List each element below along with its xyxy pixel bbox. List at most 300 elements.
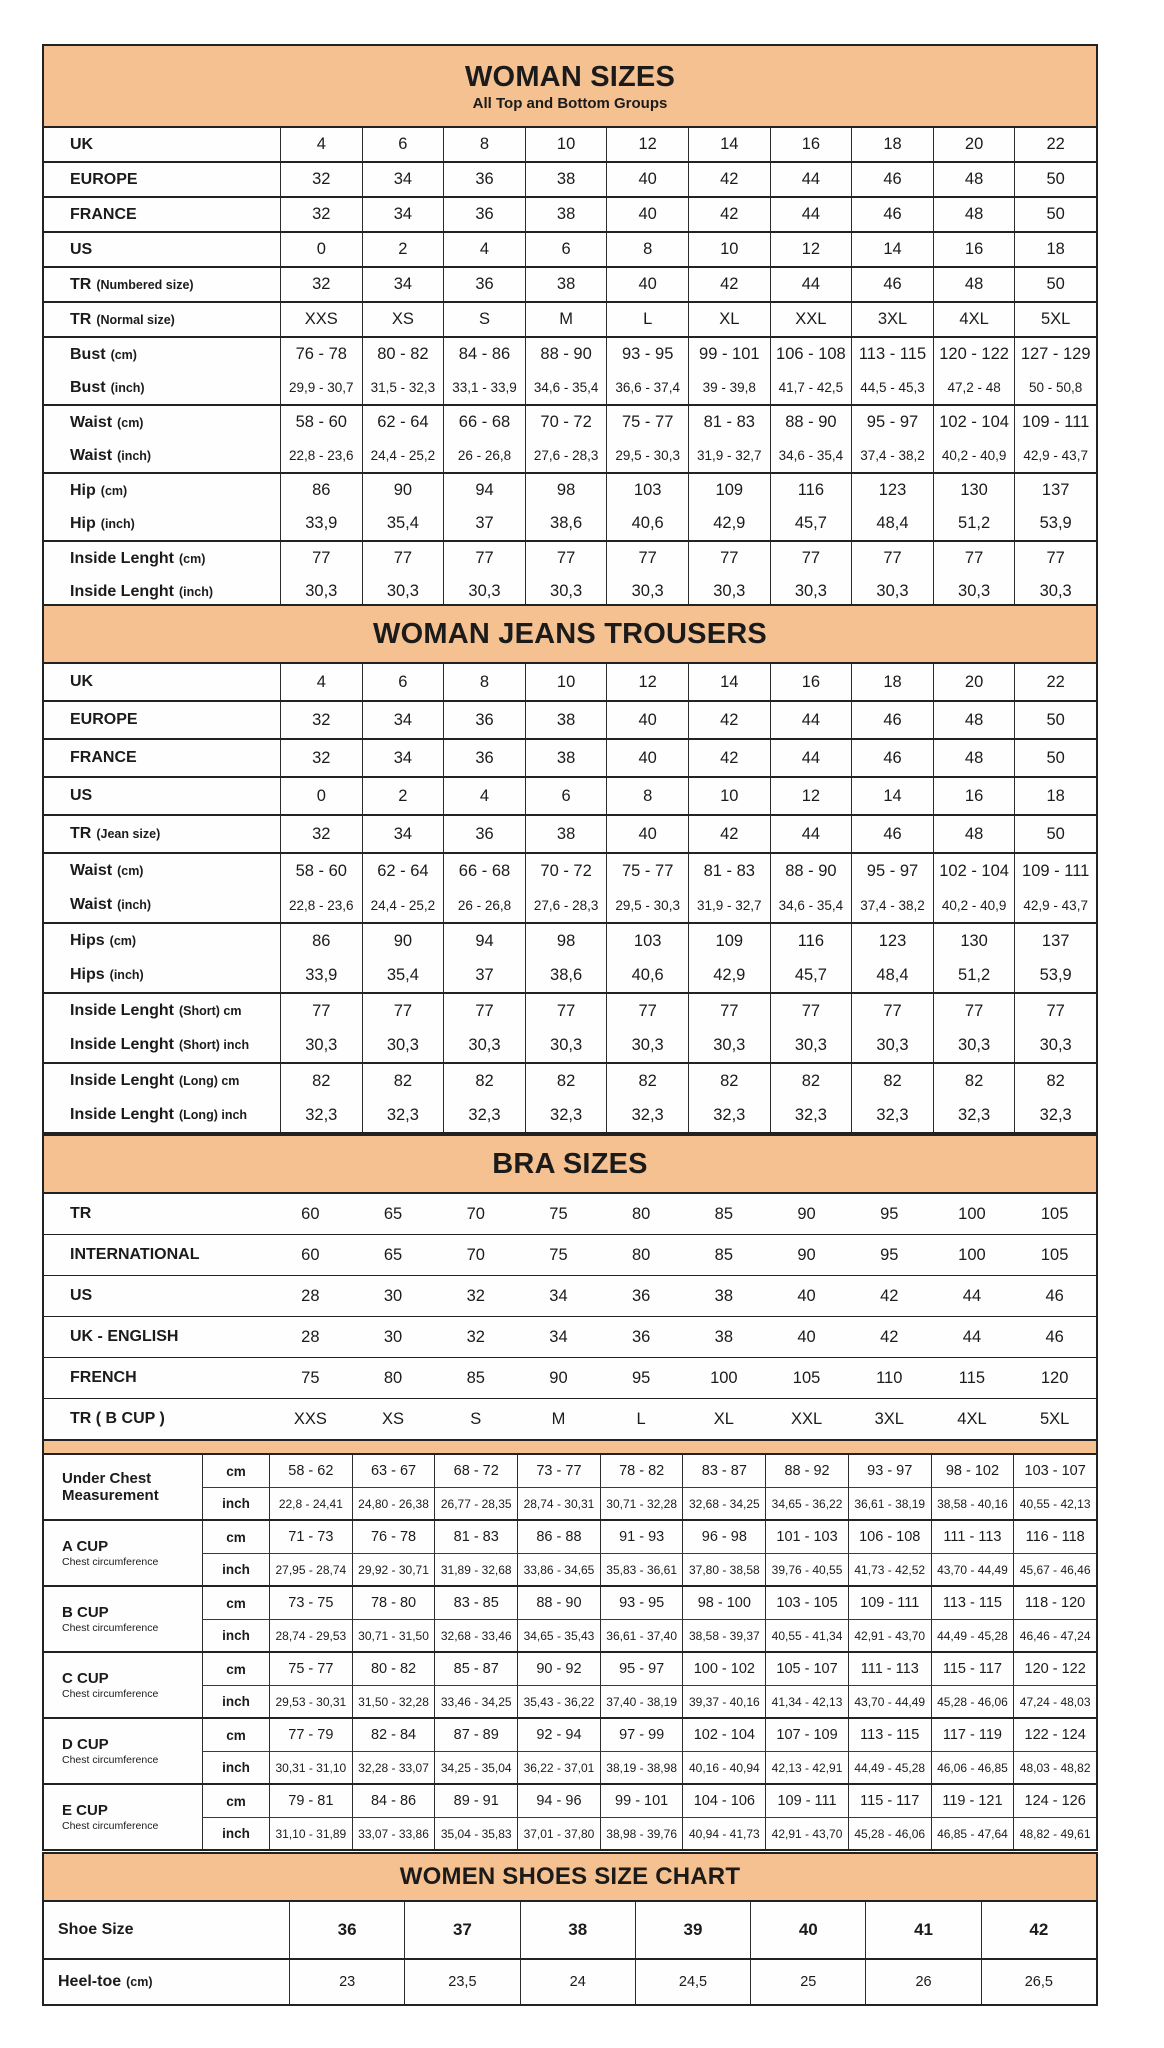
size-cell: 22,8 - 23,6 xyxy=(280,439,362,472)
size-cell: 30,3 xyxy=(443,1028,525,1062)
table-row xyxy=(44,854,1096,888)
size-cell: 6 xyxy=(362,128,444,161)
size-cell: 104 - 106 xyxy=(682,1785,765,1817)
size-cell: 85 xyxy=(714,1245,734,1264)
size-cell: 95 - 97 xyxy=(851,406,933,439)
row-label xyxy=(44,1960,289,2004)
size-cell: 44 xyxy=(770,268,852,301)
size-cell: 77 xyxy=(688,542,770,575)
size-cell: 82 xyxy=(280,1064,362,1098)
size-cell: 109 xyxy=(688,474,770,507)
size-cell: 42 xyxy=(880,1327,899,1346)
size-cell: 32,3 xyxy=(1014,1098,1096,1132)
size-cell: 18 xyxy=(851,664,933,700)
size-cell: 34,65 - 36,22 xyxy=(765,1487,848,1519)
size-cell: 130 xyxy=(933,474,1015,507)
size-cell: 105 xyxy=(1040,1245,1069,1264)
size-cell: 4 xyxy=(443,778,525,814)
size-cell: 84 - 86 xyxy=(352,1785,435,1817)
size-cell: 111 - 113 xyxy=(848,1653,931,1685)
row-label xyxy=(44,778,280,814)
cup-title: D CUP xyxy=(62,1736,109,1753)
row-group xyxy=(44,472,1096,540)
size-cell: 30 xyxy=(383,1286,403,1305)
size-cell: 123 xyxy=(851,474,933,507)
size-cell: 10 xyxy=(525,664,607,700)
size-cell: 94 - 96 xyxy=(517,1785,600,1817)
size-cell: 34,6 - 35,4 xyxy=(525,371,607,404)
size-cell: 27,6 - 28,3 xyxy=(525,888,607,922)
row-label xyxy=(44,816,280,852)
row-label xyxy=(44,268,280,301)
size-cell: 82 xyxy=(770,1064,852,1098)
row-group xyxy=(44,664,1096,700)
size-cell: 38 xyxy=(520,1902,635,1958)
cup-subtitle: Chest circumference xyxy=(62,1820,159,1832)
size-cell: 22 xyxy=(1014,128,1096,161)
size-cell: 50 xyxy=(1014,268,1096,301)
size-cell: 46,85 - 47,64 xyxy=(931,1817,1014,1849)
size-cell: 110 xyxy=(876,1368,903,1387)
row-label xyxy=(44,1194,269,1234)
size-cell: 82 xyxy=(525,1064,607,1098)
size-cell: 51,2 xyxy=(933,958,1015,992)
size-cell: 113 - 115 xyxy=(931,1587,1014,1619)
size-cell: 32 xyxy=(466,1327,485,1346)
size-cell: 53,9 xyxy=(1014,507,1096,540)
size-cell: 109 - 111 xyxy=(848,1587,931,1619)
table-body xyxy=(44,664,1096,1132)
size-cell: 75 - 77 xyxy=(269,1653,352,1685)
row-label xyxy=(44,198,280,231)
size-cell: 105 xyxy=(1040,1204,1069,1223)
size-cell: 34 xyxy=(362,702,444,738)
size-cell: 32 xyxy=(466,1286,485,1305)
size-cell: 30,3 xyxy=(688,1028,770,1062)
size-cell: 40 xyxy=(797,1327,816,1346)
row-label xyxy=(44,1521,202,1585)
size-cell: 46 xyxy=(1045,1286,1064,1305)
row-group xyxy=(44,814,1096,852)
size-cell: 99 - 101 xyxy=(600,1785,683,1817)
size-cell: 50 xyxy=(1014,198,1096,231)
size-cell: 51,2 xyxy=(933,507,1015,540)
table-row xyxy=(44,664,1096,700)
row-label-text: Bust xyxy=(70,345,106,363)
size-cell: 82 xyxy=(443,1064,525,1098)
size-cell: 34 xyxy=(362,816,444,852)
size-cell: 30,3 xyxy=(443,575,525,608)
size-cell: 38,6 xyxy=(525,958,607,992)
size-cell: 39,37 - 40,16 xyxy=(682,1685,765,1717)
size-cell: 24,80 - 26,38 xyxy=(352,1487,435,1519)
size-cell: 36 xyxy=(443,816,525,852)
size-cell: 14 xyxy=(688,664,770,700)
size-cell: 36 xyxy=(443,198,525,231)
size-cell: 116 - 118 xyxy=(1013,1521,1096,1553)
size-cell: 29,53 - 30,31 xyxy=(269,1685,352,1717)
table-title: WOMAN SIZES xyxy=(464,60,676,93)
size-cell: 119 - 121 xyxy=(931,1785,1014,1817)
size-cell: 18 xyxy=(851,128,933,161)
size-cell: 81 - 83 xyxy=(688,854,770,888)
row-label xyxy=(44,1399,269,1439)
size-cell: 42 xyxy=(880,1286,899,1305)
row-label-text: Inside Lenght xyxy=(70,549,174,567)
size-cell: 40 xyxy=(606,740,688,776)
size-cell: 42 xyxy=(688,816,770,852)
size-cell: 31,9 - 32,7 xyxy=(688,439,770,472)
size-cell: 95 - 97 xyxy=(851,854,933,888)
size-cell: 45,67 - 46,46 xyxy=(1013,1553,1096,1585)
row-label-text: Hip xyxy=(70,514,96,532)
size-cell: 48 xyxy=(933,163,1015,196)
size-cell: 32,3 xyxy=(606,1098,688,1132)
cup-row-group xyxy=(44,1453,1096,1519)
row-label xyxy=(44,1317,269,1357)
size-cell: 36,61 - 38,19 xyxy=(848,1487,931,1519)
size-cell: 44,5 - 45,3 xyxy=(851,371,933,404)
row-label-note: (inch) xyxy=(100,516,135,531)
size-cell: 103 - 105 xyxy=(765,1587,848,1619)
size-cell: 70 - 72 xyxy=(525,854,607,888)
size-cell: 26 xyxy=(865,1960,980,2004)
size-cell: 77 xyxy=(770,994,852,1028)
size-cell: 33,07 - 33,86 xyxy=(352,1817,435,1849)
unit-label: cm xyxy=(202,1455,269,1487)
row-label-text: FRANCE xyxy=(70,749,137,766)
row-label xyxy=(44,958,280,992)
size-cell: 77 xyxy=(770,542,852,575)
row-label-note: (Short) cm xyxy=(179,1004,242,1018)
bra-sizes-table xyxy=(42,1134,1098,1851)
cup-title: Under Chest Measurement xyxy=(62,1470,159,1504)
size-cell: 46 xyxy=(851,740,933,776)
size-cell: 58 - 60 xyxy=(280,406,362,439)
size-cell: 40,55 - 41,34 xyxy=(765,1619,848,1651)
size-cell: 42,9 xyxy=(688,507,770,540)
row-label-text: Waist xyxy=(70,413,113,431)
cup-title: B CUP xyxy=(62,1604,109,1621)
row-label-text: Waist xyxy=(70,862,113,879)
table-row xyxy=(44,778,1096,814)
table-row xyxy=(44,303,1096,336)
size-cell: 97 - 99 xyxy=(600,1719,683,1751)
table-row xyxy=(44,702,1096,738)
size-cell: 32 xyxy=(280,816,362,852)
row-label xyxy=(44,854,280,888)
size-cell: 93 - 97 xyxy=(848,1455,931,1487)
size-cell: 50 xyxy=(1014,740,1096,776)
cup-row-group xyxy=(44,1651,1096,1717)
size-cell: 103 xyxy=(606,474,688,507)
size-cell: 32,3 xyxy=(525,1098,607,1132)
size-cell: 88 - 90 xyxy=(525,338,607,371)
row-label-text: US xyxy=(70,1287,93,1304)
table-row xyxy=(44,198,1096,231)
size-cell: 127 - 129 xyxy=(1014,338,1096,371)
row-group xyxy=(44,128,1096,161)
size-cell: 38 xyxy=(714,1286,734,1305)
size-cell: 92 - 94 xyxy=(517,1719,600,1751)
size-cell: 24,5 xyxy=(635,1960,750,2004)
size-cell: 90 xyxy=(797,1204,816,1223)
row-label-note: (inch) xyxy=(117,898,152,912)
size-cell: 35,43 - 36,22 xyxy=(517,1685,600,1717)
size-cell: 44 xyxy=(770,163,852,196)
cup-row-group xyxy=(44,1519,1096,1585)
row-label-note: (Short) inch xyxy=(179,1038,250,1052)
row-group xyxy=(44,1062,1096,1132)
size-cell: 6 xyxy=(525,233,607,266)
size-cell: 23,5 xyxy=(404,1960,519,2004)
size-cell: 41 xyxy=(865,1902,980,1958)
row-label-note: (Jean size) xyxy=(96,827,161,841)
table-row xyxy=(44,268,1096,301)
table-row xyxy=(44,958,1096,992)
size-cell: 124 - 126 xyxy=(1013,1785,1096,1817)
table-row xyxy=(44,1958,1096,2004)
size-cell: 34,65 - 35,43 xyxy=(517,1619,600,1651)
size-cell: 40,6 xyxy=(606,507,688,540)
size-cell: 98 xyxy=(525,924,607,958)
size-cell: 102 - 104 xyxy=(933,854,1015,888)
row-label-text: Waist xyxy=(70,896,113,913)
size-cell: 33,86 - 34,65 xyxy=(517,1553,600,1585)
row-label-text: FRANCE xyxy=(70,205,137,223)
size-cell: 48,03 - 48,82 xyxy=(1013,1751,1096,1783)
size-cell: 105 xyxy=(792,1368,821,1387)
size-cell: 40,2 - 40,9 xyxy=(933,888,1015,922)
size-cell: 48,82 - 49,61 xyxy=(1013,1817,1096,1849)
cup-row-group xyxy=(44,1717,1096,1783)
size-cell: 77 xyxy=(851,542,933,575)
size-cell: 87 - 89 xyxy=(434,1719,517,1751)
size-cell: 101 - 103 xyxy=(765,1521,848,1553)
size-cell: 46 xyxy=(851,268,933,301)
size-cell: 32,3 xyxy=(770,1098,852,1132)
size-cell: 48,4 xyxy=(851,958,933,992)
table-row xyxy=(44,1357,1096,1398)
size-cell: 66 - 68 xyxy=(443,854,525,888)
size-cell: 32 xyxy=(280,268,362,301)
row-group xyxy=(44,992,1096,1062)
size-cell: 81 - 83 xyxy=(434,1521,517,1553)
size-cell: 68 - 72 xyxy=(434,1455,517,1487)
size-cell: 30,3 xyxy=(688,575,770,608)
size-cell: 6 xyxy=(362,664,444,700)
size-cell: 42 xyxy=(688,198,770,231)
row-label xyxy=(44,338,280,371)
row-group xyxy=(44,540,1096,608)
size-cell: 38 xyxy=(525,198,607,231)
row-label-note: (Numbered size) xyxy=(96,277,194,292)
size-cell: 70 xyxy=(466,1204,485,1223)
size-cell: 33,9 xyxy=(280,958,362,992)
size-cell: 14 xyxy=(851,233,933,266)
size-cell: 40 xyxy=(797,1286,816,1305)
size-cell: 40 xyxy=(606,198,688,231)
size-cell: 88 - 90 xyxy=(770,854,852,888)
size-cell: 14 xyxy=(688,128,770,161)
size-cell: 16 xyxy=(933,233,1015,266)
size-cell: 38 xyxy=(525,740,607,776)
size-cell: 53,9 xyxy=(1014,958,1096,992)
row-label-text: Inside Lenght xyxy=(70,1106,174,1123)
size-cell: 30,3 xyxy=(606,1028,688,1062)
row-label xyxy=(44,1235,269,1275)
row-label xyxy=(44,507,280,540)
size-cell: 88 - 92 xyxy=(765,1455,848,1487)
row-label-note: (cm) xyxy=(117,415,144,430)
size-cell: 82 xyxy=(851,1064,933,1098)
row-label-note: (cm) xyxy=(179,551,206,566)
row-label xyxy=(44,439,280,472)
table-title: BRA SIZES xyxy=(492,1147,648,1180)
row-label-note: (Long) cm xyxy=(179,1074,240,1088)
size-cell: 22 xyxy=(1014,664,1096,700)
table-row xyxy=(44,740,1096,776)
row-label-note: (inch) xyxy=(109,968,144,982)
size-cell: 82 xyxy=(362,1064,444,1098)
size-cell: 90 xyxy=(797,1245,816,1264)
size-cell: 84 - 86 xyxy=(443,338,525,371)
row-label xyxy=(44,1098,280,1132)
size-cell: M xyxy=(525,303,607,336)
table-row xyxy=(44,474,1096,507)
size-cell: 86 - 88 xyxy=(517,1521,600,1553)
size-cell: 38 xyxy=(525,268,607,301)
size-cell: 89 - 91 xyxy=(434,1785,517,1817)
women-shoes-size-table xyxy=(42,1852,1098,2006)
size-cell: XXL xyxy=(770,303,852,336)
size-cell: 79 - 81 xyxy=(269,1785,352,1817)
size-cell: 32 xyxy=(280,702,362,738)
size-cell: 18 xyxy=(1014,778,1096,814)
size-cell: 81 - 83 xyxy=(688,406,770,439)
size-cell: 77 xyxy=(443,542,525,575)
size-cell: 44 xyxy=(770,198,852,231)
size-cell: 48 xyxy=(933,740,1015,776)
size-cell: 31,89 - 32,68 xyxy=(434,1553,517,1585)
size-cell: 25 xyxy=(750,1960,865,2004)
unit-label: cm xyxy=(202,1719,269,1751)
size-cell: 34 xyxy=(549,1327,568,1346)
row-label-text: TR ( B CUP ) xyxy=(70,1410,165,1427)
size-cell: 46,46 - 47,24 xyxy=(1013,1619,1096,1651)
woman-sizes-table xyxy=(42,44,1098,610)
size-cell: 32,68 - 33,46 xyxy=(434,1619,517,1651)
size-cell: 77 xyxy=(1014,542,1096,575)
row-label xyxy=(44,303,280,336)
row-label-text: EUROPE xyxy=(70,170,138,188)
size-cell: 90 xyxy=(549,1368,568,1387)
row-group xyxy=(44,301,1096,336)
table-row xyxy=(44,816,1096,852)
row-label xyxy=(44,1358,269,1398)
size-cell: 47,24 - 48,03 xyxy=(1013,1685,1096,1717)
row-label-text: Heel-toe xyxy=(58,1973,122,1990)
size-cell: 46 xyxy=(851,198,933,231)
size-cell: 20 xyxy=(933,664,1015,700)
size-cell: 103 xyxy=(606,924,688,958)
size-cell: 88 - 90 xyxy=(770,406,852,439)
size-cell: 28,74 - 29,53 xyxy=(269,1619,352,1651)
size-cell: 10 xyxy=(525,128,607,161)
size-cell: 30,3 xyxy=(362,575,444,608)
row-group xyxy=(44,852,1096,922)
size-cell: 12 xyxy=(606,664,688,700)
size-cell: 100 xyxy=(710,1368,738,1387)
row-group xyxy=(44,700,1096,738)
row-label xyxy=(44,406,280,439)
size-cell: 77 xyxy=(280,542,362,575)
size-cell: 32,3 xyxy=(688,1098,770,1132)
unit-label: inch xyxy=(202,1487,269,1519)
size-cell: 32 xyxy=(280,163,362,196)
size-cell: 36 xyxy=(443,702,525,738)
size-cell: 42,13 - 42,91 xyxy=(765,1751,848,1783)
cup-subtitle: Chest circumference xyxy=(62,1688,159,1700)
size-cell: 80 xyxy=(631,1204,651,1223)
size-cell: 29,92 - 30,71 xyxy=(352,1553,435,1585)
size-cell: 102 - 104 xyxy=(933,406,1015,439)
size-cell: 37,4 - 38,2 xyxy=(851,888,933,922)
size-cell: 36 xyxy=(289,1902,404,1958)
row-group xyxy=(44,266,1096,301)
size-cell: 41,73 - 42,52 xyxy=(848,1553,931,1585)
size-cell: 42 xyxy=(688,702,770,738)
size-cell: 31,9 - 32,7 xyxy=(688,888,770,922)
size-cell: 40,16 - 40,94 xyxy=(682,1751,765,1783)
table-row xyxy=(44,542,1096,575)
row-group xyxy=(44,738,1096,776)
size-cell: 77 xyxy=(606,994,688,1028)
size-cell: 120 xyxy=(1040,1368,1069,1387)
size-cell: 44 xyxy=(770,740,852,776)
size-cell: 95 xyxy=(880,1245,899,1264)
size-cell: 77 xyxy=(606,542,688,575)
size-cell: 22,8 - 24,41 xyxy=(269,1487,352,1519)
cup-subtitle: Chest circumference xyxy=(62,1622,159,1634)
size-cell: 29,9 - 30,7 xyxy=(280,371,362,404)
row-label xyxy=(44,924,280,958)
table-row xyxy=(44,994,1096,1028)
size-cell: 30,3 xyxy=(362,1028,444,1062)
size-cell: 34 xyxy=(362,268,444,301)
row-label-note: (inch) xyxy=(179,584,214,599)
size-cell: 31,50 - 32,28 xyxy=(352,1685,435,1717)
size-cell: 95 xyxy=(631,1368,651,1387)
row-group xyxy=(44,776,1096,814)
size-cell: 73 - 75 xyxy=(269,1587,352,1619)
size-cell: 115 xyxy=(958,1368,986,1387)
table-row xyxy=(44,338,1096,371)
size-cell: 42,9 xyxy=(688,958,770,992)
row-label xyxy=(44,128,280,161)
size-cell: 88 - 90 xyxy=(517,1587,600,1619)
row-label-note: (cm) xyxy=(109,934,137,948)
size-cell: 76 - 78 xyxy=(352,1521,435,1553)
size-cell: 30,3 xyxy=(1014,1028,1096,1062)
size-cell: 62 - 64 xyxy=(362,406,444,439)
unit-label: inch xyxy=(202,1619,269,1651)
size-cell: 34,6 - 35,4 xyxy=(770,439,852,472)
row-label-text: Hips xyxy=(70,932,105,949)
size-cell: 37 xyxy=(443,958,525,992)
size-cell: 32,68 - 34,25 xyxy=(682,1487,765,1519)
row-label-text: Inside Lenght xyxy=(70,1036,174,1053)
